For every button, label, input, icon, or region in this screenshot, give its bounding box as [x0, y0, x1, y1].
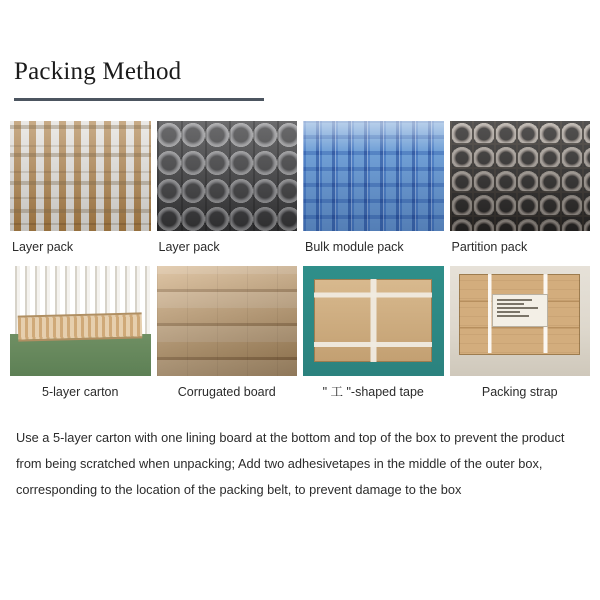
- bulk-module-pack-blue-tray-photo: [303, 121, 444, 231]
- packing-description-text: Use a 5-layer carton with one lining board at the bottom and top of the box to prevent the product from being scratched when unpacking; Add two adhesivetapes in the middle of the outer box, corresponding to the location of the packing belt, to prevent damage to the box: [16, 429, 565, 497]
- gallery-item: [157, 266, 298, 411]
- gallery-item-caption: Packing strap: [481, 384, 558, 399]
- gallery-item-caption: Partition pack: [451, 239, 528, 254]
- carton-label-sticker: [492, 294, 548, 327]
- layer-pack-amber-bottles-photo: [10, 121, 151, 231]
- layer-pack-black-pumps-photo: [157, 121, 298, 231]
- gallery-item-caption: Bulk module pack: [305, 239, 404, 254]
- gallery-item: [157, 121, 298, 266]
- gallery-item-caption: Corrugated board: [177, 384, 276, 399]
- title-underline-rule: [14, 98, 264, 101]
- gallery-item: [303, 121, 444, 266]
- corrugated-board-photo: [157, 266, 298, 376]
- gallery-item: [10, 266, 151, 411]
- gallery-item-caption: 5-layer carton: [42, 384, 119, 399]
- gallery-item: [10, 121, 151, 266]
- i-shaped-tape-photo: [303, 266, 444, 376]
- gallery-item: [450, 121, 591, 266]
- gallery-item: [450, 266, 591, 411]
- gallery-item-caption: Layer pack: [12, 239, 74, 254]
- gallery-item: [303, 266, 444, 411]
- packing-image-gallery: [10, 121, 590, 411]
- gallery-item-caption: Layer pack: [158, 239, 220, 254]
- page-title: Packing Method: [14, 58, 182, 85]
- five-layer-carton-photo: [10, 266, 151, 376]
- packing-strap-pallet-photo: [450, 266, 591, 376]
- partition-pack-grid-photo: [450, 121, 591, 231]
- gallery-item-caption: " 工 "-shaped tape: [322, 384, 424, 399]
